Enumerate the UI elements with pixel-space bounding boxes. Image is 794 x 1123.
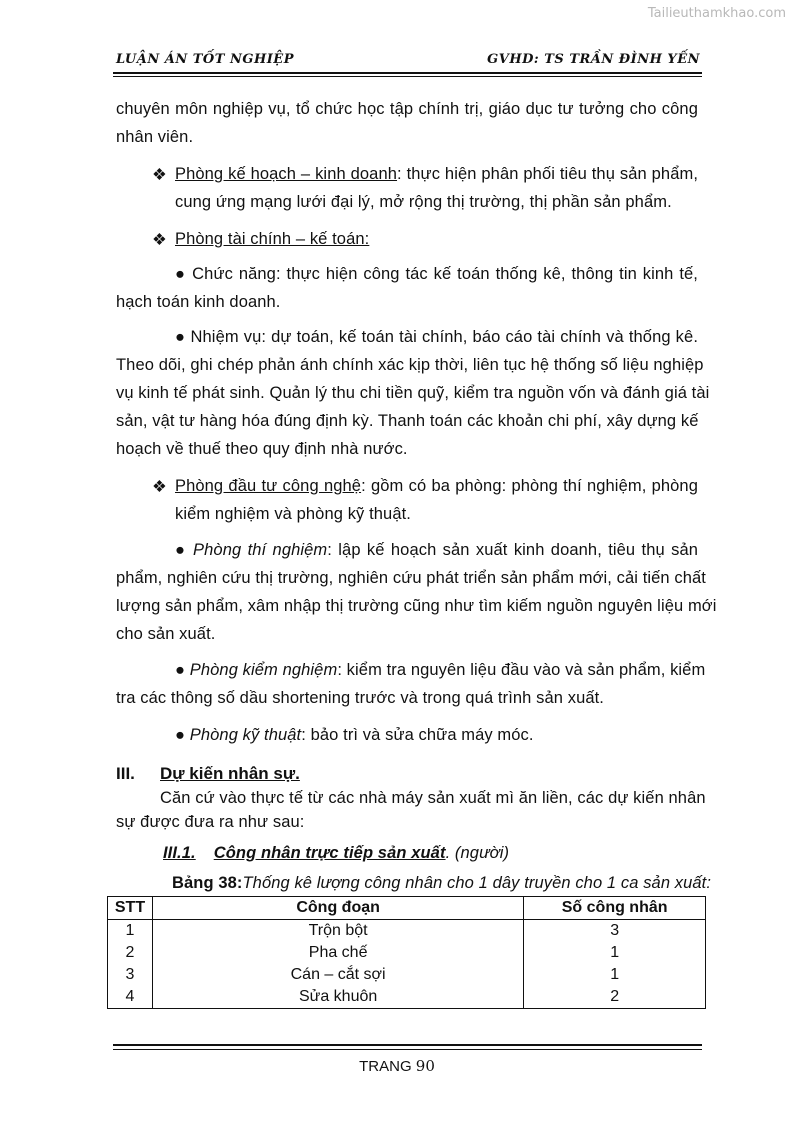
diamond-bullet-icon: ❖: [152, 166, 167, 184]
table-row: [108, 964, 706, 986]
paragraph-line: cung ứng mạng lưới đại lý, mở rộng thị trường, thị phần sản phẩm.: [175, 193, 672, 211]
paragraph-line: vụ kinh tế phát sinh. Quản lý thu chi tiền quỹ, kiểm tra nguồn vốn và đánh giá tài: [116, 384, 710, 402]
table-cell: Cán – cắt sợi: [152, 964, 523, 986]
worker-table: [107, 896, 706, 1009]
table-cell: 3: [108, 964, 153, 986]
table-row: [108, 986, 706, 1009]
paragraph-line: [175, 726, 534, 745]
paragraph-line: phẩm, nghiên cứu thị trường, nghiên cứu phát triển sản phẩm mới, cải tiến chất: [116, 569, 706, 587]
paragraph-line: [175, 541, 698, 560]
sub-bullet-title: Phòng kiểm nghiệm: [189, 661, 338, 679]
bullet-text: : gồm có ba phòng: phòng thí nghiệm, phòng: [361, 477, 698, 495]
sub-bullet-text: : kiểm tra nguyên liệu đầu vào và sản phẩm, kiểm: [337, 661, 706, 679]
sub-bullet-text: : bảo trì và sửa chữa máy móc.: [301, 726, 534, 744]
table-cell: 4: [108, 986, 153, 1009]
col-header: STT: [108, 897, 153, 920]
diamond-bullet-icon: ❖: [152, 478, 167, 496]
table-cell: 3: [524, 920, 706, 943]
footer-rule-thin: [113, 1049, 702, 1050]
caption-label: Bảng 38:: [172, 874, 243, 892]
subsection-unit: . (người): [445, 844, 510, 862]
table-header-row: [108, 897, 706, 920]
bullet-planning-business: [175, 165, 698, 184]
page-number: 90: [415, 1057, 435, 1075]
header-rule-thin: [113, 76, 702, 77]
sub-bullet-title: Phòng thí nghiệm: [193, 541, 328, 559]
dot-bullet-icon: ●: [175, 661, 190, 679]
dot-bullet-icon: ●: [175, 541, 194, 559]
paragraph-line: hoạch về thuế theo quy định nhà nước.: [116, 440, 408, 458]
subsection-title: Công nhân trực tiếp sản xuất: [213, 844, 446, 862]
paragraph-line: nhân viên.: [116, 128, 194, 146]
paragraph-line: cho sản xuất.: [116, 625, 216, 643]
header-thesis-title: LUẬN ÁN TỐT NGHIỆP: [116, 52, 294, 67]
header-rule: [113, 72, 702, 74]
watermark: Tailieuthamkhao.com: [647, 6, 786, 21]
footer-rule: [113, 1044, 702, 1046]
paragraph-line: hạch toán kinh doanh.: [116, 293, 281, 311]
table-cell: Trộn bột: [152, 920, 523, 943]
table-row: [108, 920, 706, 943]
table-cell: Pha chế: [152, 942, 523, 964]
bullet-title: Phòng kế hoạch – kinh doanh: [175, 165, 398, 183]
paragraph-line: kiểm nghiệm và phòng kỹ thuật.: [175, 505, 411, 523]
paragraph-line: lượng sản phẩm, xâm nhập thị trường cũng như tìm kiếm nguồn nguyên liệu mới: [116, 597, 717, 615]
sub-bullet-text: : lập kế hoạch sản xuất kinh doanh, tiêu thụ sản: [327, 541, 698, 559]
bullet-technology-investment: [175, 477, 698, 496]
header-advisor: GVHD: TS TRẦN ĐÌNH YẾN: [487, 52, 700, 67]
paragraph-line: sản, vật tư hàng hóa đúng định kỳ. Thanh toán các khoản chi phí, xây dựng kế: [116, 412, 699, 430]
paragraph-line: ● Chức năng: thực hiện công tác kế toán thống kê, thông tin kinh tế,: [175, 265, 698, 283]
diamond-bullet-icon: ❖: [152, 231, 167, 249]
subsection-heading: [163, 844, 509, 863]
table-cell: 1: [524, 964, 706, 986]
bullet-text: : thực hiện phân phối tiêu thụ sản phẩm,: [397, 165, 699, 183]
paragraph-line: tra các thông số dầu shortening trước và trong quá trình sản xuất.: [116, 689, 604, 707]
sub-bullet-title: Phòng kỹ thuật: [189, 726, 302, 744]
dot-bullet-icon: ●: [175, 726, 190, 744]
paragraph-line: ● Nhiệm vụ: dự toán, kế toán tài chính, báo cáo tài chính và thống kê.: [175, 328, 698, 346]
subsection-number: III.1.: [163, 844, 196, 862]
bullet-title: Phòng đầu tư công nghệ: [175, 477, 362, 495]
table-row: [108, 942, 706, 964]
page-label: TRANG: [359, 1058, 412, 1075]
table-cell: 1: [524, 942, 706, 964]
paragraph-line: Theo dõi, ghi chép phản ánh chính xác kịp thời, liên tục hệ thống số liệu nghiệp: [116, 356, 704, 374]
section-title: Dự kiến nhân sự.: [160, 764, 300, 783]
table-cell: Sửa khuôn: [152, 986, 523, 1009]
section-number: III.: [116, 764, 135, 783]
table-cell: 2: [524, 986, 706, 1009]
caption-text: Thống kê lượng công nhân cho 1 dây truyền cho 1 ca sản xuất:: [242, 874, 712, 892]
col-header: Số công nhân: [524, 897, 706, 920]
bullet-finance-accounting: Phòng tài chính – kế toán:: [175, 230, 370, 248]
paragraph-line: Căn cứ vào thực tế từ các nhà máy sản xuất mì ăn liền, các dự kiến nhân: [160, 789, 706, 807]
table-cell: 1: [108, 920, 153, 943]
paragraph-line: chuyên môn nghiệp vụ, tổ chức học tập chính trị, giáo dục tư tưởng cho công: [116, 100, 698, 118]
table-cell: 2: [108, 942, 153, 964]
table-caption: [172, 874, 711, 893]
col-header: Công đoạn: [152, 897, 523, 920]
paragraph-line: [175, 661, 706, 680]
page-footer: [0, 1057, 794, 1075]
paragraph-line: sự được đưa ra như sau:: [116, 813, 305, 831]
